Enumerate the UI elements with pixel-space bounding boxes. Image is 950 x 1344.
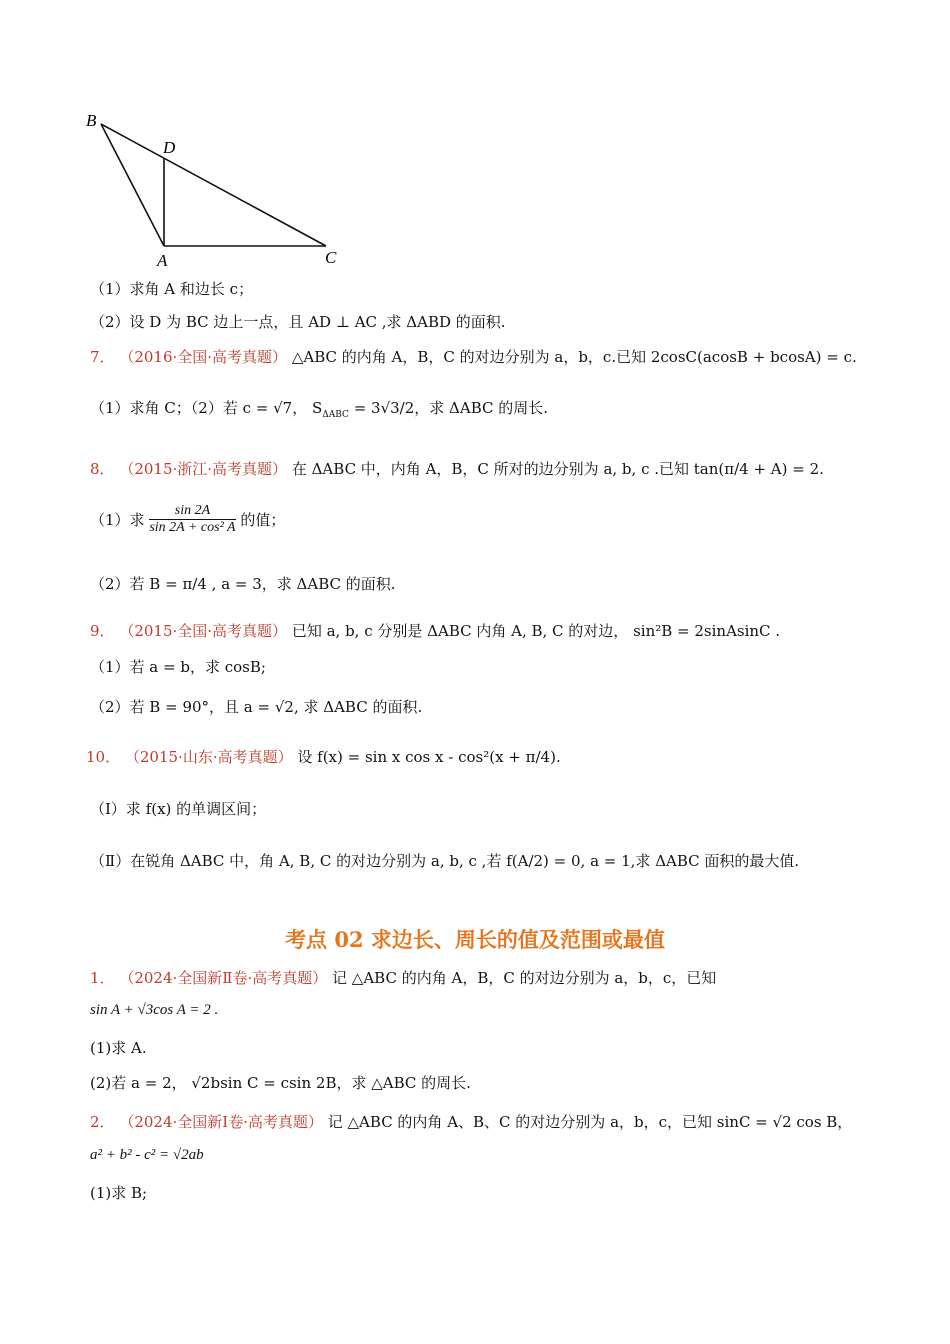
q8-part1-line bbox=[90, 503, 285, 536]
q9-stem-line bbox=[90, 620, 780, 641]
q7-stem: △ABC 的内角 A，B，C 的对边分别为 a，b，c.已知 2cosC(acosB + bcosA) = c. bbox=[291, 348, 857, 366]
s1-stem2: sin A + √3cos A = 2 . bbox=[90, 1002, 219, 1018]
q8-fraction-denominator: sin 2A + cos² A bbox=[149, 520, 236, 535]
q10-part2: （Ⅱ）在锐角 ΔABC 中，角 A, B, C 的对边分别为 a, b, c ,若 f(A/2) = 0, a = 1,求 ΔABC 面积的最大值. bbox=[90, 852, 800, 870]
q6-part2: （2）设 D 为 BC 边上一点，且 AD ⊥ AC ,求 ΔABD 的面积. bbox=[90, 313, 506, 331]
s1-stem-line bbox=[90, 967, 716, 988]
s1-part2: (2)若 a = 2， √2bsin C = csin 2B，求 △ABC 的周长. bbox=[90, 1074, 471, 1092]
q9-part2: （2）若 B = 90°，且 a = √2, 求 ΔABC 的面积. bbox=[90, 698, 423, 716]
q8-part1-pre: （1）求 bbox=[90, 511, 145, 529]
vertex-label-a: A bbox=[157, 251, 168, 270]
q7-part1-line bbox=[90, 397, 548, 420]
triangle-figure bbox=[80, 108, 360, 273]
q8-stem-line bbox=[90, 458, 824, 479]
s1-source: （2024·全国新Ⅱ卷·高考真题） bbox=[119, 969, 328, 987]
q8-part2: （2）若 B = π/4 , a = 3，求 ΔABC 的面积. bbox=[90, 575, 396, 593]
vertex-label-b: B bbox=[86, 111, 97, 130]
s1-part1: (1)求 A. bbox=[90, 1039, 147, 1057]
q9-number: 9． bbox=[90, 622, 115, 640]
q8-fraction bbox=[149, 503, 235, 536]
section-heading: 考点 02 求边长、周长的值及范围或最值 bbox=[285, 927, 665, 952]
q8-stem: 在 ΔABC 中，内角 A，B，C 所对的边分别为 a, b, c .已知 tan(π/4 + A) = 2. bbox=[291, 460, 824, 478]
q10-part1: （Ⅰ）求 f(x) 的单调区间； bbox=[90, 800, 267, 818]
s2-stem: 记 △ABC 的内角 A、B、C 的对边分别为 a，b，c，已知 sinC = √2 cos B， bbox=[327, 1113, 853, 1131]
q7-stem-line bbox=[90, 346, 857, 367]
q10-number: 10． bbox=[86, 748, 121, 766]
vertex-label-d: D bbox=[163, 138, 176, 157]
q9-source: （2015·全国·高考真题） bbox=[119, 622, 288, 640]
s1-stem: 记 △ABC 的内角 A，B，C 的对边分别为 a，b，c，已知 bbox=[332, 969, 717, 987]
q8-source: （2015·浙江·高考真题） bbox=[119, 460, 288, 478]
s2-number: 2． bbox=[90, 1113, 115, 1131]
q7-subscript: ΔABC bbox=[322, 410, 349, 420]
q8-fraction-numerator: sin 2A bbox=[174, 503, 211, 518]
s2-part1: (1)求 B; bbox=[90, 1184, 148, 1202]
q10-stem-line bbox=[86, 746, 561, 767]
q9-part1: （1）若 a = b，求 cosB; bbox=[90, 658, 266, 676]
q7-part1b: = 3√3/2，求 ΔABC 的周长. bbox=[348, 399, 549, 417]
s2-source: （2024·全国新Ⅰ卷·高考真题） bbox=[119, 1113, 323, 1131]
q10-source: （2015·山东·高考真题） bbox=[124, 748, 293, 766]
s2-stem2: a² + b² - c² = √2ab bbox=[90, 1147, 204, 1163]
q7-number: 7． bbox=[90, 348, 115, 366]
vertex-label-c: C bbox=[325, 248, 337, 267]
q8-number: 8． bbox=[90, 460, 115, 478]
s1-number: 1． bbox=[90, 969, 115, 987]
q7-source: （2016·全国·高考真题） bbox=[119, 348, 288, 366]
q7-part1: （1）求角 C；（2）若 c = √7， S bbox=[90, 399, 323, 417]
q9-stem: 已知 a, b, c 分别是 ΔABC 内角 A, B, C 的对边， sin²B = 2sinAsinC . bbox=[291, 622, 781, 640]
s2-stem-line bbox=[90, 1111, 852, 1132]
q6-part1: （1）求角 A 和边长 c； bbox=[90, 280, 254, 298]
q10-stem: 设 f(x) = sin x cos x - cos²(x + π/4). bbox=[297, 748, 561, 766]
q8-part1-post: 的值； bbox=[240, 511, 286, 529]
